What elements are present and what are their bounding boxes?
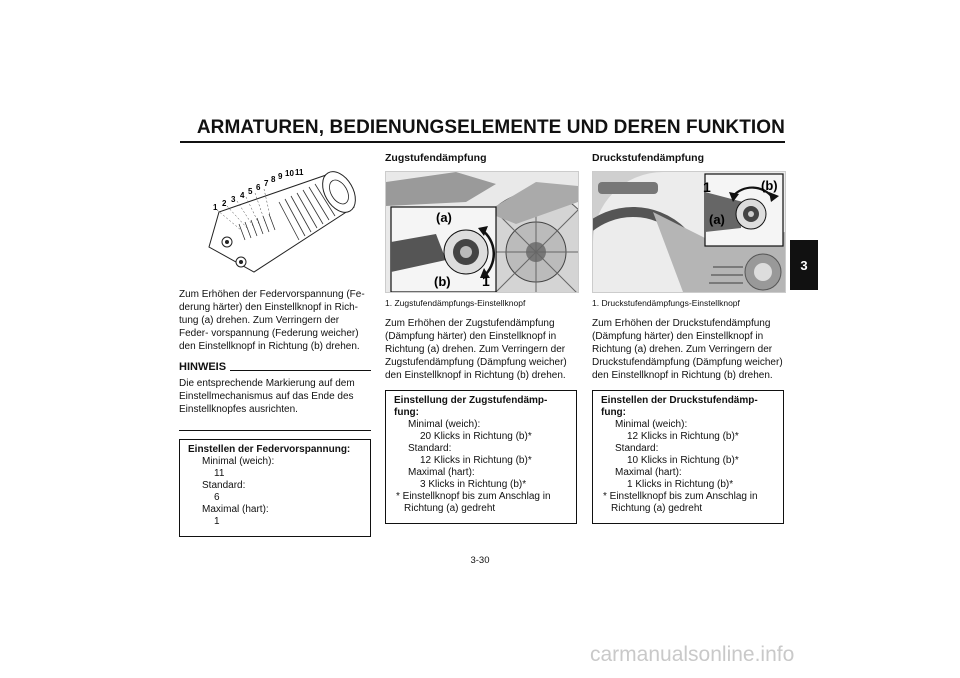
chapter-tab[interactable]: 3 [790,240,818,290]
rebound-photo-drawing [386,172,578,292]
spec-max-value: 1 Klicks in Richtung (b)* [627,479,734,490]
spec-note: * Einstellknopf bis zum Anschlag in Richtung (a) gedreht [603,491,758,514]
compression-adjuster-photo [592,171,786,293]
spec-min-value: 20 Klicks in Richtung (b)* [420,431,532,442]
fig-label-b: (b) [761,178,778,193]
rebound-figure-caption: 1. Zugstufendämpfungs-Einstellknopf [385,298,526,308]
preload-instructions: Zum Erhöhen der Federvorspannung (Fe- derung härter) den Einstellknopf in Rich- tung (a) drehen. Zum Verringern der Feder- vorspannung (Federung weicher) den Einstellknopf in Richtung (b) drehen. [179,289,365,352]
spec-std-value: 12 Klicks in Richtung (b)* [420,455,532,466]
scale-number: 2 [222,199,227,208]
rebound-instructions: Zum Erhöhen der Zugstufendämpfung (Dämpfung härter) den Einstellknopf in Richtung (a) drehen. Zum Verringern der Zugstufendämpfung (Dämpfung weicher) den Einstellknopf in Richtung (b) drehen. [385,318,567,381]
scale-number: 11 [295,168,304,177]
spec-min-label: Minimal (weich): [615,419,688,430]
scale-number: 9 [278,172,283,181]
hinweis-text: Die entsprechende Markierung auf dem Einstellmechanismus auf das Ende des Einstellknopfes ausrichten. [179,378,355,415]
hinweis-rule [230,370,371,371]
spec-min-value: 11 [214,468,225,479]
compression-figure-caption: 1. Druckstufendämpfungs-Einstellknopf [592,298,740,308]
spec-std-value: 6 [214,492,220,503]
scale-number: 4 [240,191,245,200]
watermark: carmanualsonline.info [590,643,795,666]
compression-spec-box [592,390,784,524]
spec-max-label: Maximal (hart): [202,504,269,515]
hinweis-label: HINWEIS [179,361,227,373]
scale-number: 3 [231,195,236,204]
fig-label-1: 1 [703,179,711,195]
fig-label-b: (b) [434,274,451,289]
scale-number: 8 [271,175,276,184]
spec-max-value: 3 Klicks in Richtung (b)* [420,479,527,490]
spec-title: Einstellen der Federvorspannung: [188,444,351,455]
scale-number: 6 [256,183,261,192]
fig-label-1: 1 [482,273,490,289]
preload-adjuster-figure [179,152,371,280]
spec-max-label: Maximal (hart): [408,467,475,478]
column-spring-preload [179,152,371,537]
spec-min-label: Minimal (weich): [202,456,275,467]
fig-label-a: (a) [709,212,725,227]
spec-title: Einstellung der Zugstufendämp- fung: [394,395,548,418]
spec-std-label: Standard: [408,443,452,454]
spec-max-label: Maximal (hart): [615,467,682,478]
rebound-spec-box [385,390,577,524]
rebound-adjuster-photo [385,171,579,293]
scale-number: 5 [248,187,253,196]
spec-title: Einstellen der Druckstufendämp- fung: [601,395,758,418]
compression-photo-drawing [593,172,785,292]
fig-label-a: (a) [436,210,452,225]
hinweis-end-rule [179,430,371,431]
scale-number: 7 [264,179,269,188]
scale-number: 10 [285,169,294,178]
compression-instructions: Zum Erhöhen der Druckstufendämpfung (Dämpfung härter) den Einstellknopf in Richtung (a) drehen. Zum Verringern der Druckstufendämpfung (Dämpfung weicher) den Einstellknopf in Richtung (b) drehen. [592,318,783,381]
header-rule [180,141,785,143]
compression-section-title: Druckstufendämpfung [592,152,705,164]
spec-min-value: 12 Klicks in Richtung (b)* [627,431,739,442]
hinweis-heading [179,361,371,374]
page-title: ARMATUREN, BEDIENUNGSELEMENTE UND DEREN FUNKTION [196,117,785,138]
spec-std-label: Standard: [202,480,246,491]
page-number: 3-30 [470,555,490,566]
spec-std-value: 10 Klicks in Richtung (b)* [627,455,739,466]
column-compression-damping [592,152,784,524]
rebound-section-title: Zugstufendämpfung [385,152,487,164]
column-rebound-damping [385,152,577,524]
spec-note: * Einstellknopf bis zum Anschlag in Richtung (a) gedreht [396,491,551,514]
scale-number: 1 [213,203,218,212]
preload-spec-box [179,439,371,537]
spec-min-label: Minimal (weich): [408,419,481,430]
spec-max-value: 1 [214,516,220,527]
preload-adjuster-drawing [179,152,371,280]
spec-std-label: Standard: [615,443,659,454]
